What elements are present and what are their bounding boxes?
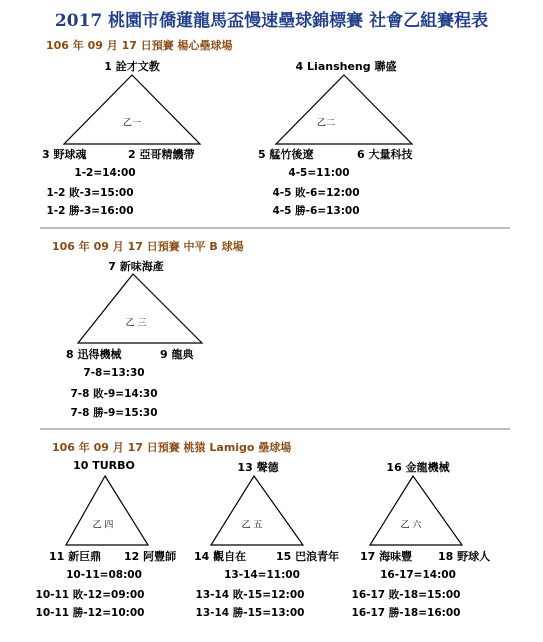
match-3: 10-11 勝-12=10:00 xyxy=(35,607,145,619)
team-right: 2 亞哥精饑帶 xyxy=(128,148,195,161)
match-1: 7-8=13:30 xyxy=(83,367,145,379)
team-right: 12 阿豐師 xyxy=(124,550,177,563)
team-right: 15 巴浪青年 xyxy=(276,550,340,563)
group-label: 乙 五 xyxy=(241,520,263,531)
match-3: 16-17 勝-18=16:00 xyxy=(351,607,461,619)
team-top: 1 詮才文教 xyxy=(104,60,160,73)
team-left: 3 野球魂 xyxy=(42,148,87,161)
section-header-3: 106 年 09 月 17 日預賽 桃猿 Lamigo 壘球場 xyxy=(52,441,292,454)
match-2: 13-14 敗-15=12:00 xyxy=(195,589,305,601)
team-left: 8 迅得機械 xyxy=(66,348,122,361)
team-left: 17 海味豐 xyxy=(360,550,413,563)
group-label: 乙一 xyxy=(122,118,142,129)
page-title: 2017 桃園市僑蓮龍馬盃慢速壘球錦標賽 社會乙組賽程表 xyxy=(54,11,489,31)
match-1: 16-17=14:00 xyxy=(380,569,456,581)
group-triangle xyxy=(272,73,422,148)
match-3: 7-8 勝-9=15:30 xyxy=(70,407,158,419)
group-label: 乙二 xyxy=(316,118,336,129)
group-label: 乙 三 xyxy=(125,318,147,329)
match-3: 1-2 勝-3=16:00 xyxy=(46,205,134,217)
group-triangle xyxy=(62,474,182,549)
team-right: 18 野球人 xyxy=(438,550,491,563)
match-1: 1-2=14:00 xyxy=(74,167,136,179)
match-3: 13-14 勝-15=13:00 xyxy=(195,607,305,619)
team-right: 9 龍典 xyxy=(160,348,194,361)
section-header-1: 106 年 09 月 17 日預賽 楊心壘球場 xyxy=(46,39,233,52)
match-3: 4-5 勝-6=13:00 xyxy=(272,205,360,217)
team-top: 13 聲德 xyxy=(237,461,279,474)
match-2: 16-17 敗-18=15:00 xyxy=(351,589,461,601)
match-1: 13-14=11:00 xyxy=(224,569,300,581)
match-2: 4-5 敗-6=12:00 xyxy=(272,187,360,199)
group-triangle xyxy=(366,474,486,549)
group-triangle xyxy=(74,272,214,347)
match-2: 7-8 敗-9=14:30 xyxy=(70,388,158,400)
team-left: 14 觀自在 xyxy=(194,550,247,563)
team-top: 4 Liansheng 聯盛 xyxy=(295,60,397,73)
match-2: 10-11 敗-12=09:00 xyxy=(35,589,145,601)
match-1: 4-5=11:00 xyxy=(288,167,350,179)
team-top: 16 金龍機械 xyxy=(386,461,450,474)
group-triangle xyxy=(207,474,327,549)
team-top: 10 TURBO xyxy=(73,459,135,472)
team-right: 6 大量科技 xyxy=(357,148,413,161)
group-label: 乙 四 xyxy=(92,520,114,531)
team-left: 11 新巨鼎 xyxy=(49,550,102,563)
section-header-2: 106 年 09 月 17 日預賽 中平 B 球場 xyxy=(52,240,244,253)
section-divider xyxy=(40,428,510,430)
team-top: 7 新味海產 xyxy=(108,260,164,273)
match-1: 10-11=08:00 xyxy=(66,569,142,581)
group-label: 乙 六 xyxy=(400,520,422,531)
team-left: 5 艋竹後遼 xyxy=(258,148,314,161)
group-triangle xyxy=(60,73,210,148)
match-2: 1-2 敗-3=15:00 xyxy=(46,187,134,199)
section-divider xyxy=(40,227,510,229)
